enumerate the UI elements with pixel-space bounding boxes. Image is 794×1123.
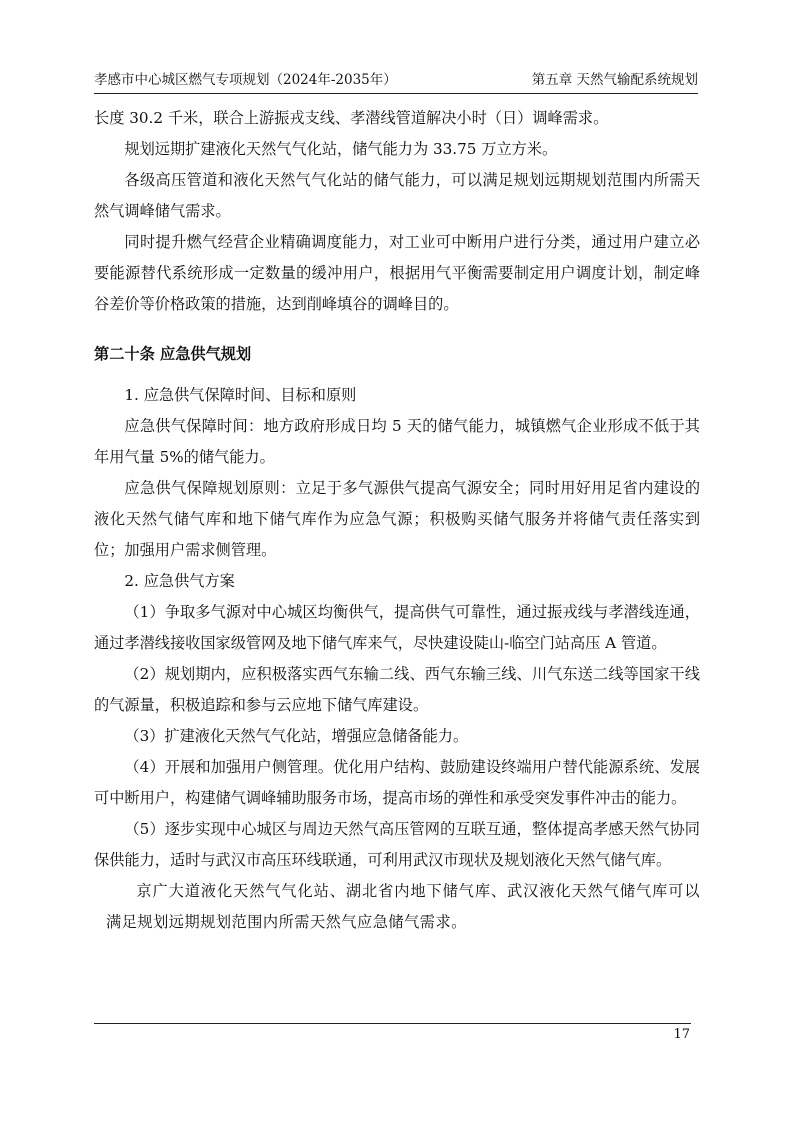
- list-item-2: （2）规划期内，应积极落实西气东输二线、西气东输三线、川气东送二线等国家干线的气源量，积极追踪和参与云应地下储气库建设。: [94, 665, 700, 714]
- list-item-5: （5）逐步实现中心城区与周边天然气高压管网的互联互通，整体提高孝感天然气协同保供能力，适时与武汉市高压环线联通，可利用武汉市现状及规划液化天然气储气库。: [94, 820, 700, 869]
- header-document-title: 孝感市中心城区燃气专项规划（2024年-2035年）: [94, 72, 397, 88]
- paragraph-guarantee-time: 应急供气保障时间：地方政府形成日均 5 天的储气能力，城镇燃气企业形成不低于其年用气量 5%的储气能力。: [94, 417, 700, 466]
- paragraph-dispatch: 同时提升燃气经营企业精确调度能力，对工业可中断用户进行分类，通过用户建立必要能源替代系统形成一定数量的缓冲用户，根据用气平衡需要制定用户调度计划，制定峰谷差价等价格政策的措施，达到削峰填谷的调峰目的。: [94, 233, 700, 313]
- subheading-guarantee: 1. 应急供气保障时间、目标和原则: [124, 386, 357, 404]
- subheading-plan: 2. 应急供气方案: [124, 572, 235, 590]
- list-item-4: （4）开展和加强用户侧管理。优化用户结构、鼓励建设终端用户替代能源系统、发展可中断用户，构建储气调峰辅助服务市场，提高市场的弹性和承受突发事件冲击的能力。: [94, 758, 700, 807]
- paragraph-conclusion: 京广大道液化天然气气化站、湖北省内地下储气库、武汉液化天然气储气库可以满足规划远期规划范围内所需天然气应急储气需求。: [106, 882, 700, 931]
- paragraph-continuation: 长度 30.2 千米，联合上游振戎支线、孝潜线管道解决小时（日）调峰需求。: [94, 109, 609, 127]
- paragraph-expansion: 规划远期扩建液化天然气气化站，储气能力为 33.75 万立方米。: [124, 140, 558, 158]
- paragraph-storage-capacity: 各级高压管道和液化天然气气化站的储气能力，可以满足规划远期规划范围内所需天然气调峰储气需求。: [94, 171, 700, 220]
- header-rule: [94, 93, 698, 94]
- section-heading: 第二十条 应急供气规划: [94, 345, 252, 363]
- page-number: 17: [673, 1027, 690, 1042]
- list-item-3: （3）扩建液化天然气气化站，增强应急储备能力。: [124, 727, 469, 745]
- footer-rule: [94, 1023, 691, 1024]
- paragraph-guarantee-principle: 应急供气保障规划原则：立足于多气源供气提高气源安全；同时用好用足省内建设的液化天然气储气库和地下储气库作为应急气源；积极购买储气服务并将储气责任落实到位；加强用户需求侧管理。: [94, 479, 700, 559]
- page-body: [94, 103, 700, 938]
- header-chapter-title: 第五章 天然气输配系统规划: [531, 72, 698, 88]
- list-item-1: （1）争取多气源对中心城区均衡供气，提高供气可靠性，通过振戎线与孝潜线连通，通过孝潜线接收国家级管网及地下储气库来气，尽快建设陡山-临空门站高压 A 管道。: [94, 603, 700, 652]
- page-header: [94, 69, 698, 91]
